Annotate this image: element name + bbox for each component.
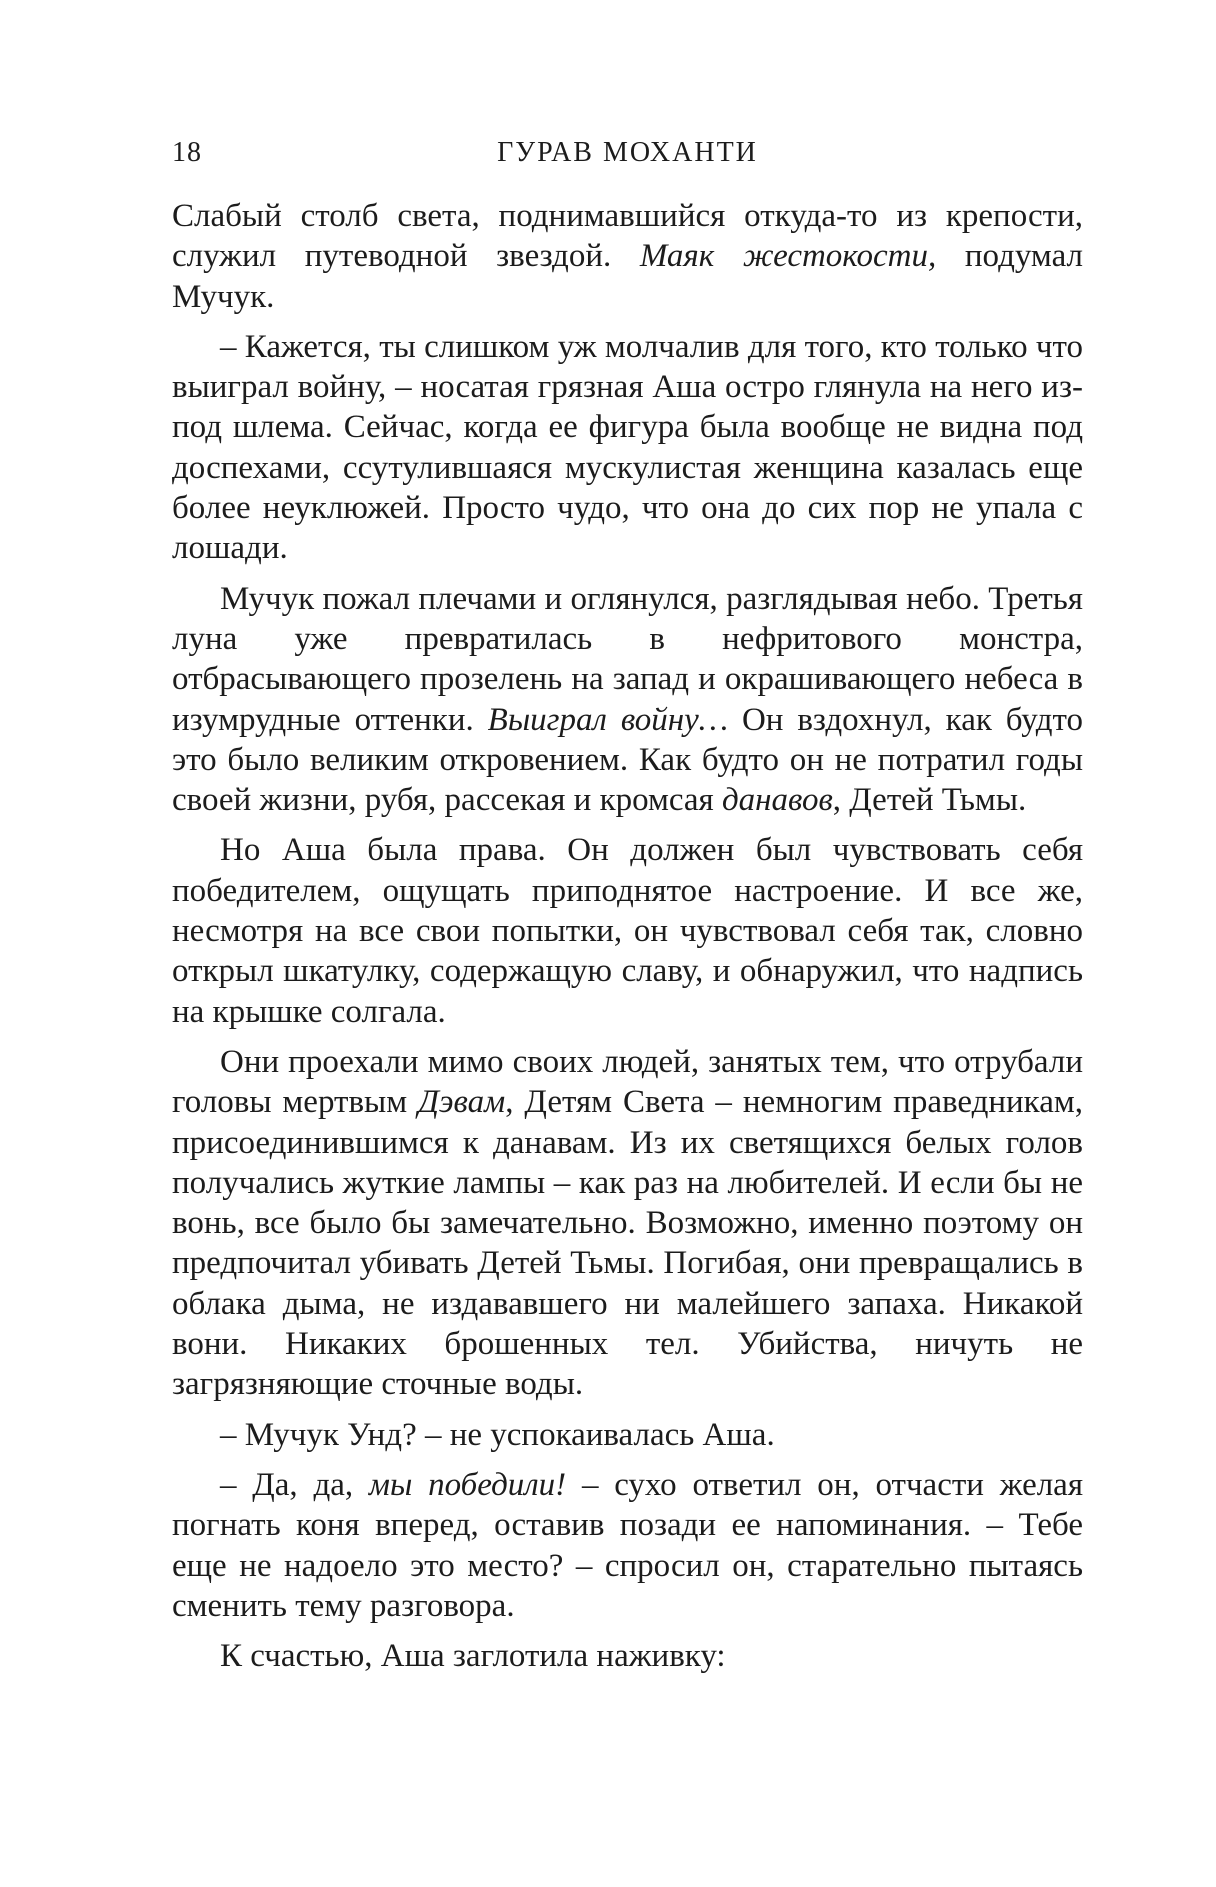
text-span: Но Аша была права. Он должен был чувствовать себя победителем, ощущать приподнятое настроение. И все же, несмотря на все свои попытки, он чувствовал себя так, словно открыл шкатулку, содержащую славу, и обнаружил, что надпись на крышке солгала. <box>172 832 1083 1030</box>
paragraph-7 <box>172 1465 1083 1626</box>
paragraph-3 <box>172 579 1083 821</box>
text-span: – Мучук Унд? – не успокаивалась Аша. <box>220 1416 775 1453</box>
italic-span: мы победили! <box>368 1466 567 1503</box>
text-span: Они проехали мимо своих людей, занятых тем, что отрубали головы мертвым <box>172 1043 1083 1121</box>
text-span: , Детям Света – немногим праведникам, присоединившимся к данавам. Из их светящихся белых голов получались жуткие лампы – как раз на любителей. И если бы не вонь, все было бы замечательно. Возможно, именно поэтому он предпочитал убивать Детей Тьмы. Погибая, они превращались в облака дыма, не издававшего ни малейшего запаха. Никакой вони. Никаких брошенных тел. Убийства, ничуть не загрязняющие сточные воды. <box>172 1084 1083 1403</box>
italic-span: Маяк жестокости, <box>639 238 937 275</box>
text-span: подумал Мучук. <box>172 238 1083 315</box>
body-text <box>172 196 1083 1676</box>
text-span: Мучук пожал плечами и оглянулся, разглядывая небо. Третья луна уже превратилась в нефритового монстра, отбрасывающего прозелень на запад и окрашивающего небеса в изумрудные оттенки. <box>172 580 1083 738</box>
text-span: , Детей Тьмы. <box>832 782 1027 819</box>
italic-span: Выиграл войну… <box>487 701 729 738</box>
paragraph-8 <box>172 1636 1083 1676</box>
text-span: Он вздохнул, как будто это было великим откровением. Как будто он не потратил годы своей жизни, рубя, рассекая и кромсая <box>172 701 1083 819</box>
text-span: К счастью, Аша заглотила наживку: <box>220 1638 726 1675</box>
paragraph-4 <box>172 830 1083 1031</box>
italic-span: данавов <box>721 782 833 819</box>
text-span: Слабый столб света, поднимавшийся откуда-то из крепости, служил путеводной звездой. <box>172 198 1083 275</box>
page-number: 18 <box>172 137 202 168</box>
text-span: – Да, да, <box>220 1466 369 1503</box>
paragraph-1 <box>172 196 1083 317</box>
text-span: – Кажется, ты слишком уж молчалив для того, кто только что выиграл войну, – носатая грязная Аша остро глянула на него из-под шлема. Сейчас, когда ее фигура была вообще не видна под доспехами, ссутулившаяся мускулистая женщина казалась еще более неуклюжей. Просто чудо, что она до сих пор не упала с лошади. <box>172 328 1083 567</box>
text-span: – сухо ответил он, отчасти желая погнать коня вперед, оставив позади ее напоминания. – Тебе еще не надоело это место? – спросил он, старательно пытаясь сменить тему разговора. <box>172 1466 1084 1624</box>
page-header <box>172 137 1083 177</box>
paragraph-6 <box>172 1415 1083 1455</box>
paragraph-2 <box>172 327 1083 569</box>
italic-span: Дэвам <box>418 1084 506 1121</box>
running-head-author: ГУРАВ МОХАНТИ <box>497 137 758 168</box>
paragraph-5 <box>172 1042 1083 1405</box>
